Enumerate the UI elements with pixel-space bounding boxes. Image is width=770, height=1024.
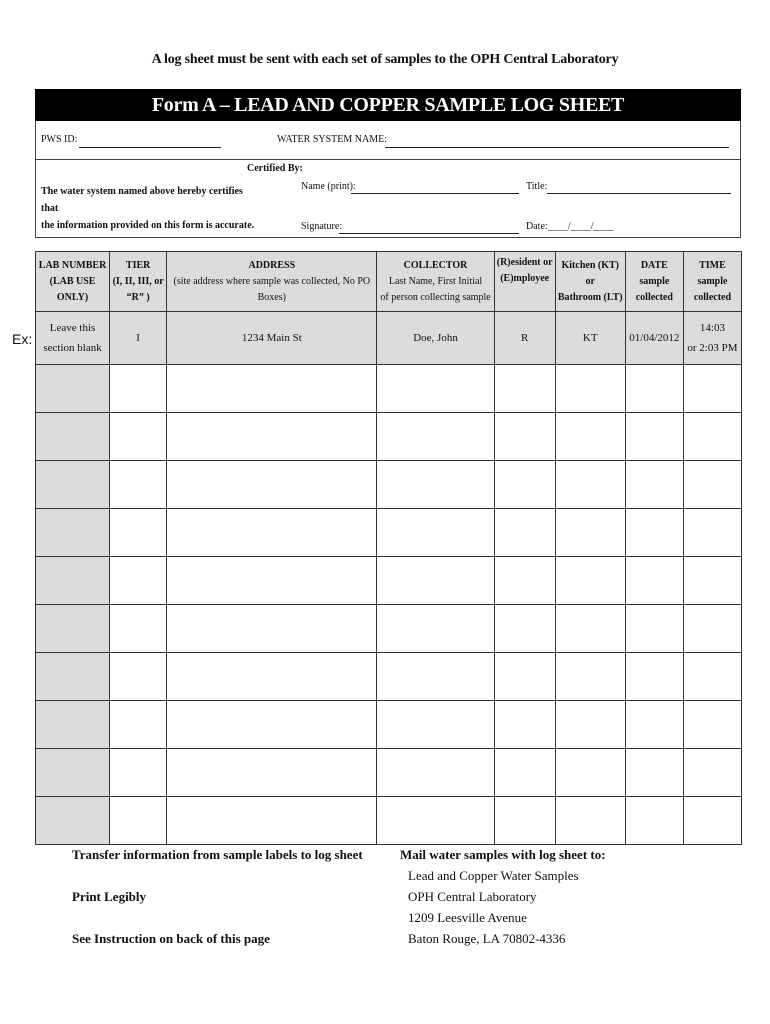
lab-number-cell [36, 509, 110, 557]
tier-cell[interactable] [110, 605, 167, 653]
tier-cell[interactable] [110, 701, 167, 749]
statement-line-2: the information provided on this form is accurate. [41, 220, 255, 231]
name-print-field[interactable] [351, 193, 519, 194]
pws-id-label: PWS ID: [41, 134, 78, 145]
location-cell[interactable] [555, 365, 625, 413]
resident-cell[interactable] [494, 749, 555, 797]
header-date: DATE sample collected [625, 252, 683, 312]
resident-cell[interactable] [494, 365, 555, 413]
address-cell[interactable] [167, 557, 377, 605]
resident-cell[interactable] [494, 797, 555, 845]
mailing-address-block [400, 844, 606, 949]
instruction-print-legibly: Print Legibly [72, 889, 147, 904]
resident-cell[interactable] [494, 461, 555, 509]
date-cell[interactable] [625, 797, 683, 845]
table-row [36, 461, 742, 509]
header-lab-number: LAB NUMBER (LAB USE ONLY) [36, 252, 110, 312]
tier-cell[interactable] [110, 461, 167, 509]
collector-cell[interactable] [377, 701, 494, 749]
date-label: Date: [526, 221, 548, 232]
date-cell[interactable] [625, 557, 683, 605]
example-address: 1234 Main St [167, 312, 377, 365]
table-row [36, 413, 742, 461]
sample-log-table [35, 251, 742, 845]
header-resident-employee: (R)esident or (E)mployee [494, 252, 555, 312]
location-cell[interactable] [555, 701, 625, 749]
tier-cell[interactable] [110, 653, 167, 701]
lab-number-cell [36, 557, 110, 605]
date-cell[interactable] [625, 605, 683, 653]
example-lab-number: Leave this section blank [36, 312, 110, 365]
lab-number-cell [36, 653, 110, 701]
header-address: ADDRESS (site address where sample was collected, No PO Boxes) [167, 252, 377, 312]
table-row [36, 605, 742, 653]
submission-notice: A log sheet must be sent with each set of samples to the OPH Central Laboratory [151, 52, 619, 67]
tier-cell[interactable] [110, 413, 167, 461]
location-cell[interactable] [555, 461, 625, 509]
certified-by-label: Certified By: [247, 163, 303, 174]
lab-number-cell [36, 461, 110, 509]
example-location: KT [555, 312, 625, 365]
mail-address-line: Baton Rouge, LA 70802-4336 [408, 931, 566, 946]
date-cell[interactable] [625, 653, 683, 701]
example-resident: R [494, 312, 555, 365]
lab-number-cell [36, 365, 110, 413]
date-cell[interactable] [625, 413, 683, 461]
location-cell[interactable] [555, 413, 625, 461]
mail-address-line: Lead and Copper Water Samples [408, 868, 579, 883]
date-cell[interactable] [625, 509, 683, 557]
water-system-name-field[interactable] [385, 147, 729, 148]
collector-cell[interactable] [377, 557, 494, 605]
lab-number-cell [36, 605, 110, 653]
example-collector: Doe, John [377, 312, 494, 365]
tier-cell[interactable] [110, 557, 167, 605]
signature-label: Signature: [301, 221, 343, 232]
tier-cell[interactable] [110, 365, 167, 413]
example-tier: I [110, 312, 167, 365]
time-cell[interactable] [683, 365, 741, 413]
time-cell[interactable] [683, 413, 741, 461]
tier-cell[interactable] [110, 509, 167, 557]
address-cell[interactable] [167, 413, 377, 461]
lab-number-cell [36, 797, 110, 845]
header-collector: COLLECTOR Last Name, First Initial of person collecting sample [377, 252, 494, 312]
instructions-block [72, 844, 363, 949]
form-title: Form A – LEAD AND COPPER SAMPLE LOG SHEET [35, 89, 741, 121]
table-row [36, 749, 742, 797]
location-cell[interactable] [555, 605, 625, 653]
example-row [36, 312, 742, 365]
table-row [36, 557, 742, 605]
time-cell[interactable] [683, 701, 741, 749]
lab-number-cell [36, 413, 110, 461]
resident-cell[interactable] [494, 557, 555, 605]
resident-cell[interactable] [494, 701, 555, 749]
resident-cell[interactable] [494, 509, 555, 557]
collector-cell[interactable] [377, 749, 494, 797]
tier-cell[interactable] [110, 749, 167, 797]
header-tier: TIER (I, II, III, or “R” ) [110, 252, 167, 312]
time-cell[interactable] [683, 749, 741, 797]
collector-cell[interactable] [377, 461, 494, 509]
time-cell[interactable] [683, 461, 741, 509]
example-date: 01/04/2012 [625, 312, 683, 365]
date-cell[interactable] [625, 749, 683, 797]
date-cell[interactable] [625, 461, 683, 509]
statement-line-1: The water system named above hereby certifies that [41, 186, 243, 214]
signature-field[interactable] [339, 233, 519, 234]
mail-address-line: 1209 Leesville Avenue [408, 910, 527, 925]
water-system-name-label: WATER SYSTEM NAME: [277, 134, 388, 145]
address-cell[interactable] [167, 701, 377, 749]
mail-heading: Mail water samples with log sheet to: [400, 847, 606, 862]
resident-cell[interactable] [494, 653, 555, 701]
name-print-label: Name (print): [301, 181, 356, 192]
date-field[interactable]: ____/____/____ [548, 221, 614, 232]
resident-cell[interactable] [494, 413, 555, 461]
header-kitchen-bathroom: Kitchen (KT) or Bathroom (LT) [555, 252, 625, 312]
address-cell[interactable] [167, 797, 377, 845]
title-field[interactable] [547, 193, 731, 194]
lab-number-cell [36, 701, 110, 749]
collector-cell[interactable] [377, 365, 494, 413]
address-cell[interactable] [167, 365, 377, 413]
collector-cell[interactable] [377, 797, 494, 845]
time-cell[interactable] [683, 509, 741, 557]
collector-cell[interactable] [377, 653, 494, 701]
example-marker: Ex: [12, 331, 33, 347]
system-info-section [35, 121, 741, 160]
certification-section [35, 159, 741, 238]
tier-cell[interactable] [110, 797, 167, 845]
instruction-see-back: See Instruction on back of this page [72, 931, 270, 946]
location-cell[interactable] [555, 749, 625, 797]
lab-number-cell [36, 749, 110, 797]
time-cell[interactable] [683, 797, 741, 845]
address-cell[interactable] [167, 461, 377, 509]
time-cell[interactable] [683, 653, 741, 701]
mail-address-line: OPH Central Laboratory [408, 889, 537, 904]
example-time: 14:03 or 2:03 PM [683, 312, 741, 365]
location-cell[interactable] [555, 509, 625, 557]
address-cell[interactable] [167, 653, 377, 701]
instruction-transfer: Transfer information from sample labels to log sheet [72, 847, 363, 862]
table-header-row [36, 252, 742, 312]
title-label: Title: [526, 181, 548, 192]
date-cell[interactable] [625, 701, 683, 749]
table-row [36, 653, 742, 701]
location-cell[interactable] [555, 557, 625, 605]
collector-cell[interactable] [377, 509, 494, 557]
address-cell[interactable] [167, 605, 377, 653]
time-cell[interactable] [683, 605, 741, 653]
table-row [36, 701, 742, 749]
table-row [36, 365, 742, 413]
collector-cell[interactable] [377, 413, 494, 461]
collector-cell[interactable] [377, 605, 494, 653]
pws-id-field[interactable] [79, 147, 221, 148]
address-cell[interactable] [167, 509, 377, 557]
certification-statement [41, 183, 261, 234]
address-cell[interactable] [167, 749, 377, 797]
header-time: TIME sample collected [683, 252, 741, 312]
table-row [36, 509, 742, 557]
resident-cell[interactable] [494, 605, 555, 653]
table-row [36, 797, 742, 845]
time-cell[interactable] [683, 557, 741, 605]
location-cell[interactable] [555, 797, 625, 845]
date-cell[interactable] [625, 365, 683, 413]
location-cell[interactable] [555, 653, 625, 701]
